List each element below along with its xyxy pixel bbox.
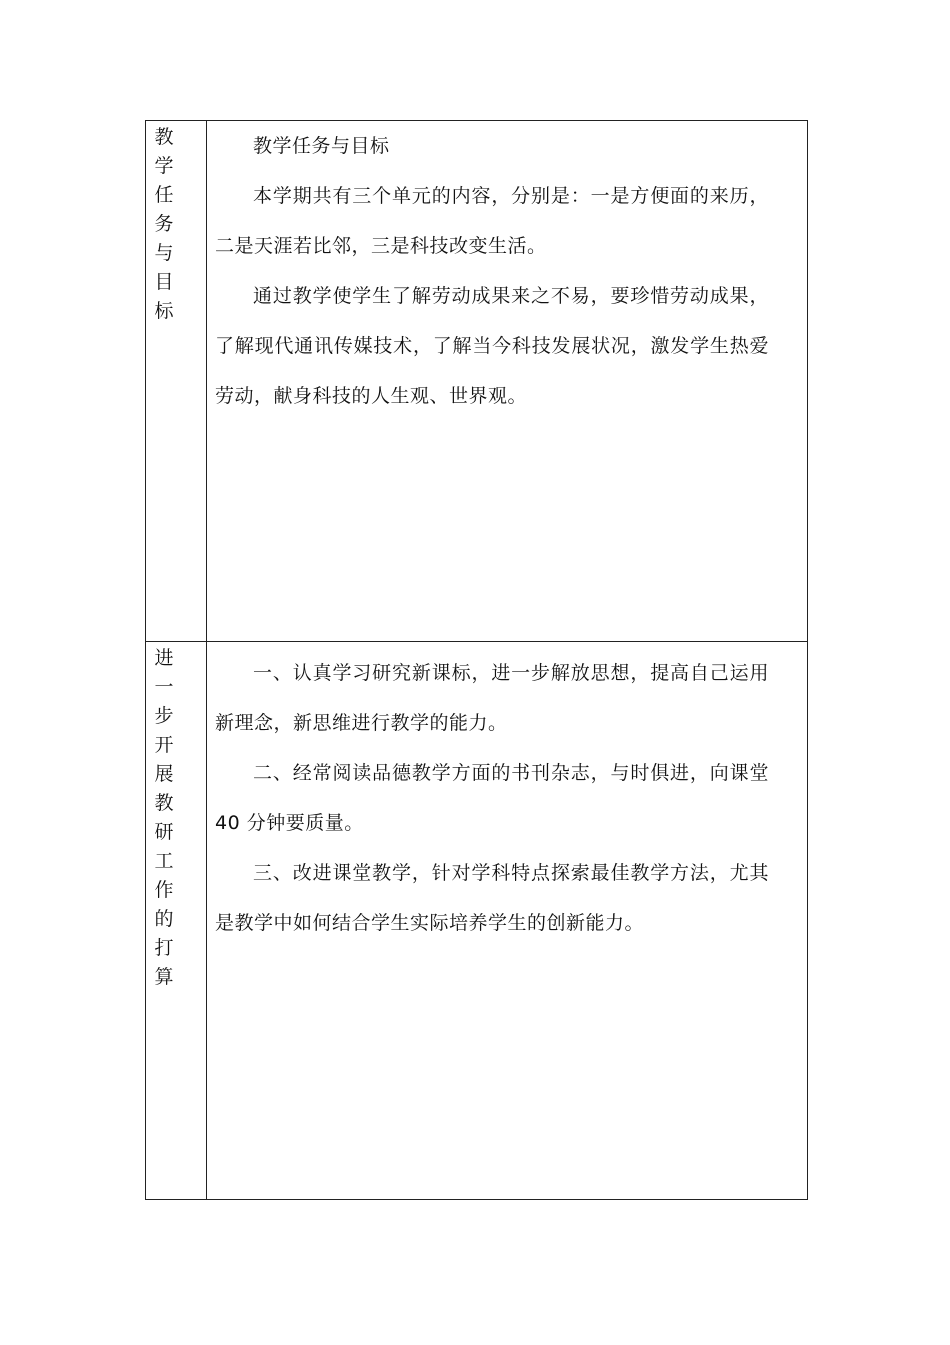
row-label-research-plan: 进一步开展教研工作的打算 — [154, 647, 174, 988]
plan-item-1: 一、认真学习研究新课标，进一步解放思想，提高自己运用新理念，新思维进行教学的能力。 — [215, 662, 769, 734]
paragraph-objectives: 通过教学使学生了解劳动成果来之不易，要珍惜劳动成果，了解现代通讯传媒技术，了解当今科技发展状况，激发学生热爱劳动，献身科技的人生观、世界观。 — [215, 285, 769, 407]
row-content-cell — [207, 642, 807, 1199]
plan-item-2: 二、经常阅读品德教学方面的书刊杂志，与时俱进，向课堂 40 分钟要质量。 — [215, 762, 769, 834]
row-label-cell — [146, 642, 207, 1199]
plan-item-3: 三、改进课堂教学，针对学科特点探索最佳教学方法，尤其是教学中如何结合学生实际培养学生的创新能力。 — [215, 862, 769, 934]
table-row-research-plan — [146, 642, 807, 1199]
section-heading: 教学任务与目标 — [253, 135, 390, 157]
table-row-teaching-goals — [146, 121, 807, 642]
plan-table — [145, 120, 808, 1200]
row-label-teaching-goals: 教学任务与目标 — [154, 126, 174, 322]
row-content-cell — [207, 121, 807, 641]
paragraph-units: 本学期共有三个单元的内容，分别是：一是方便面的来历，二是天涯若比邻，三是科技改变生活。 — [215, 185, 769, 257]
row-label-cell — [146, 121, 207, 641]
